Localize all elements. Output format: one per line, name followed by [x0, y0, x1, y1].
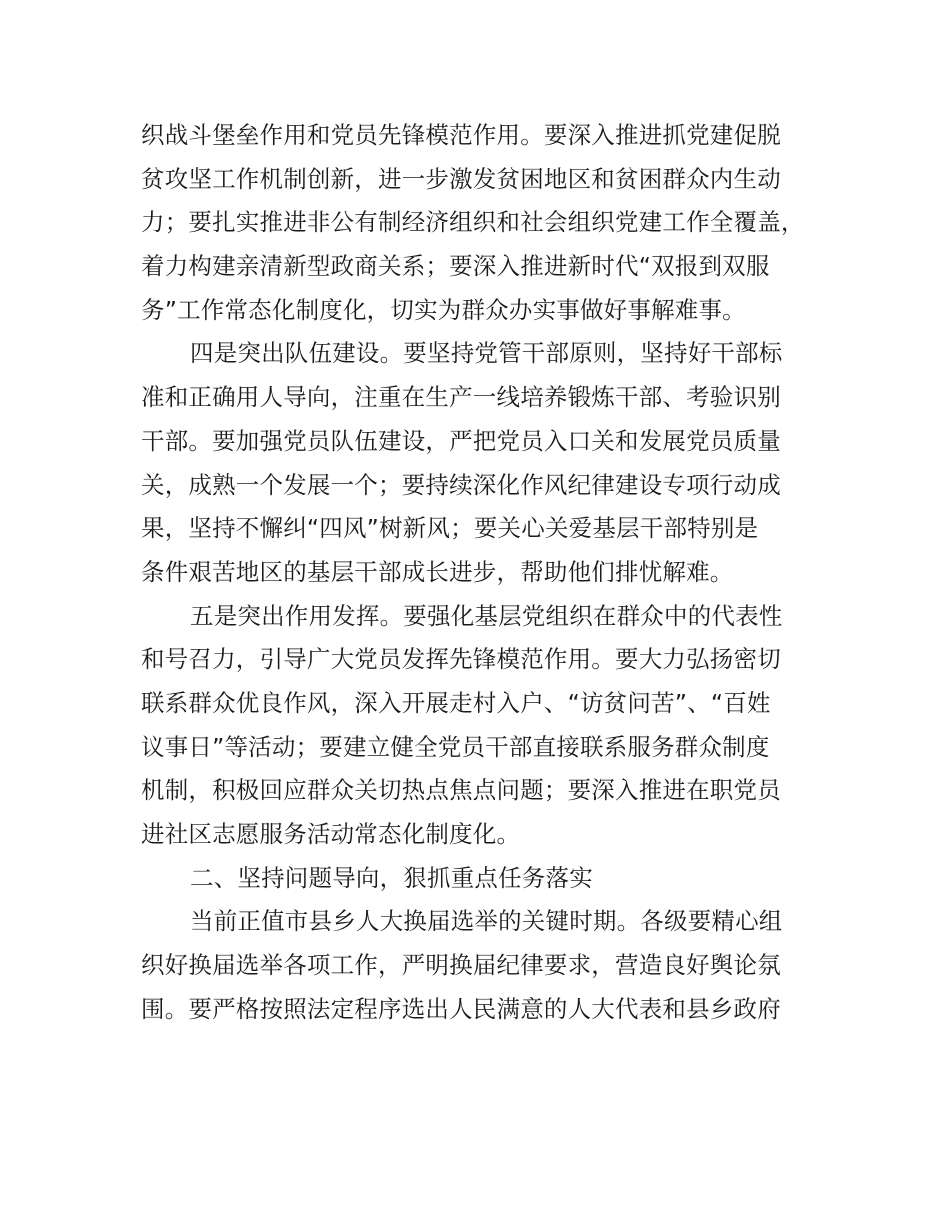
text-line: 机制，积极回应群众关切热点焦点问题；要深入推进在职党员	[141, 776, 781, 805]
text-line: 关，成熟一个发展一个；要持续深化作风纪律建设专项行动成	[141, 470, 781, 499]
paragraph-start-line: 当前正值市县乡人大换届选举的关键时期。各级要精心组	[190, 907, 783, 936]
paragraph-start-line: 四是突出队伍建设。要坚持党管干部原则，坚持好干部标	[190, 339, 783, 368]
text-line: 织好换届选举各项工作，严明换届纪律要求，营造良好舆论氛	[141, 951, 781, 980]
text-line: 围。要严格按照法定程序选出人民满意的人大代表和县乡政府	[141, 994, 781, 1023]
text-line: 干部。要加强党员队伍建设，严把党员入口关和发展党员质量	[141, 426, 781, 455]
section-heading: 二、坚持问题导向，狠抓重点任务落实	[190, 863, 593, 892]
text-line: 贫攻坚工作机制创新，进一步激发贫困地区和贫困群众内生动	[141, 164, 781, 193]
paragraph-start-line: 五是突出作用发挥。要强化基层党组织在群众中的代表性	[190, 601, 783, 630]
text-line: 条件艰苦地区的基层干部成长进步，帮助他们排忧解难。	[141, 557, 734, 586]
text-line: 织战斗堡垒作用和党员先锋模范作用。要深入推进抓党建促脱	[141, 121, 781, 149]
text-line: 着力构建亲清新型政商关系；要深入推进新时代“双报到双服	[141, 252, 770, 281]
text-line: 联系群众优良作风，深入开展走村入户、“访贫问苦”、“百姓	[141, 688, 771, 717]
document-body	[141, 114, 841, 1031]
text-line: 议事日”等活动；要建立健全党员干部直接联系服务群众制度	[141, 732, 770, 761]
text-line: 务”工作常态化制度化，切实为群众办实事做好事解难事。	[141, 295, 746, 324]
text-line: 准和正确用人导向，注重在生产一线培养锻炼干部、考验识别	[141, 383, 781, 412]
text-line: 进社区志愿服务活动常态化制度化。	[141, 820, 521, 848]
text-line: 力；要扎实推进非公有制经济组织和社会组织党建工作全覆盖，	[141, 208, 805, 237]
text-line: 果，坚持不懈纠“四风”树新风；要关心关爱基层干部特别是	[141, 514, 759, 543]
text-line: 和号召力，引导广大党员发挥先锋模范作用。要大力弘扬密切	[141, 645, 781, 674]
